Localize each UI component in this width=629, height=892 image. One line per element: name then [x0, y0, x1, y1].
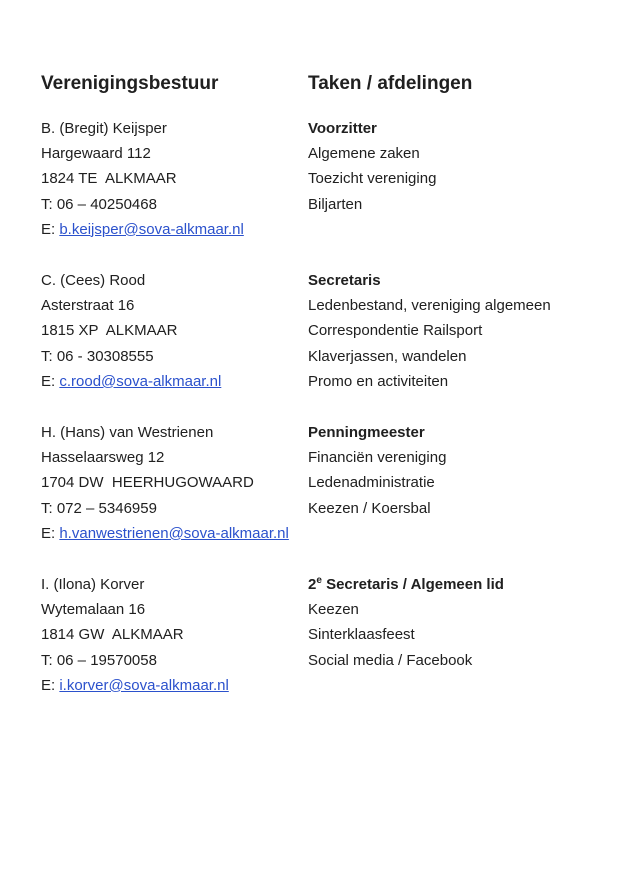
- task-item: Keezen / Koersbal: [308, 499, 431, 517]
- member-block: [41, 116, 614, 242]
- member-email-line: [41, 369, 308, 394]
- member-email-line: [41, 521, 308, 546]
- email-link[interactable]: b.keijsper@sova-alkmaar.nl: [59, 220, 244, 238]
- task-item: Promo en activiteiten: [308, 372, 449, 390]
- email-link[interactable]: i.korver@sova-alkmaar.nl: [59, 676, 229, 694]
- email-link[interactable]: c.rood@sova-alkmaar.nl: [59, 372, 222, 390]
- task-item: Toezicht vereniging: [308, 170, 437, 188]
- member-phone: T: 06 - 30308555: [41, 347, 154, 365]
- member-phone: T: 072 – 5346959: [41, 499, 157, 517]
- member-street: Hasselaarsweg 12: [41, 449, 165, 467]
- headings-row: [41, 72, 614, 96]
- member-contact: [41, 572, 308, 698]
- role-number: 2: [308, 576, 317, 594]
- task-item: Algemene zaken: [308, 145, 420, 163]
- task-item: Correspondentie Railsport: [308, 322, 483, 340]
- member-phone: T: 06 – 19570058: [41, 651, 157, 669]
- member-email-line: [41, 673, 308, 698]
- member-street: Asterstraat 16: [41, 297, 135, 315]
- member-postal-city: 1814 GW ALKMAAR: [41, 626, 184, 644]
- member-tasks: [308, 420, 614, 521]
- email-label: E:: [41, 372, 60, 390]
- member-name: H. (Hans) van Westrienen: [41, 424, 214, 442]
- member-name: C. (Cees) Rood: [41, 272, 146, 290]
- member-name: I. (Ilona) Korver: [41, 576, 145, 594]
- task-item: Financiën vereniging: [308, 449, 447, 467]
- member-postal-city: 1815 XP ALKMAAR: [41, 322, 178, 340]
- member-phone: T: 06 – 40250468: [41, 195, 157, 213]
- task-item: Keezen: [308, 601, 359, 619]
- member-postal-city: 1704 DW HEERHUGOWAARD: [41, 474, 254, 492]
- member-email-line: [41, 217, 308, 242]
- task-item: Ledenbestand, vereniging algemeen: [308, 297, 551, 315]
- member-street: Hargewaard 112: [41, 145, 151, 163]
- email-label: E:: [41, 220, 60, 238]
- task-item: Ledenadministratie: [308, 474, 435, 492]
- task-item: Klaverjassen, wandelen: [308, 347, 467, 365]
- member-contact: [41, 268, 308, 394]
- email-label: E:: [41, 676, 60, 694]
- member-tasks: [308, 116, 614, 217]
- role-rest: Secretaris / Algemeen lid: [321, 576, 504, 594]
- member-tasks: [308, 572, 614, 673]
- member-contact: [41, 420, 308, 546]
- member-block: [41, 572, 614, 698]
- member-role: Secretaris: [308, 272, 381, 290]
- member-role: Voorzitter: [308, 120, 377, 137]
- member-postal-city: 1824 TE ALKMAAR: [41, 170, 177, 188]
- email-label: E:: [41, 524, 60, 542]
- heading-taken-afdelingen: Taken / afdelingen: [308, 73, 473, 94]
- member-role: Penningmeester: [308, 424, 425, 442]
- heading-verenigingsbestuur: Verenigingsbestuur: [41, 73, 219, 94]
- task-item: Sinterklaasfeest: [308, 626, 415, 644]
- member-contact: [41, 116, 308, 242]
- member-role: [308, 572, 614, 597]
- member-block: [41, 420, 614, 546]
- task-item: Biljarten: [308, 195, 363, 213]
- member-name: B. (Bregit) Keijsper: [41, 120, 167, 137]
- member-block: [41, 268, 614, 394]
- member-tasks: [308, 268, 614, 394]
- role-superscript: e: [316, 575, 322, 587]
- email-link[interactable]: h.vanwestrienen@sova-alkmaar.nl: [59, 524, 289, 542]
- task-item: Social media / Facebook: [308, 651, 473, 669]
- member-street: Wytemalaan 16: [41, 601, 146, 619]
